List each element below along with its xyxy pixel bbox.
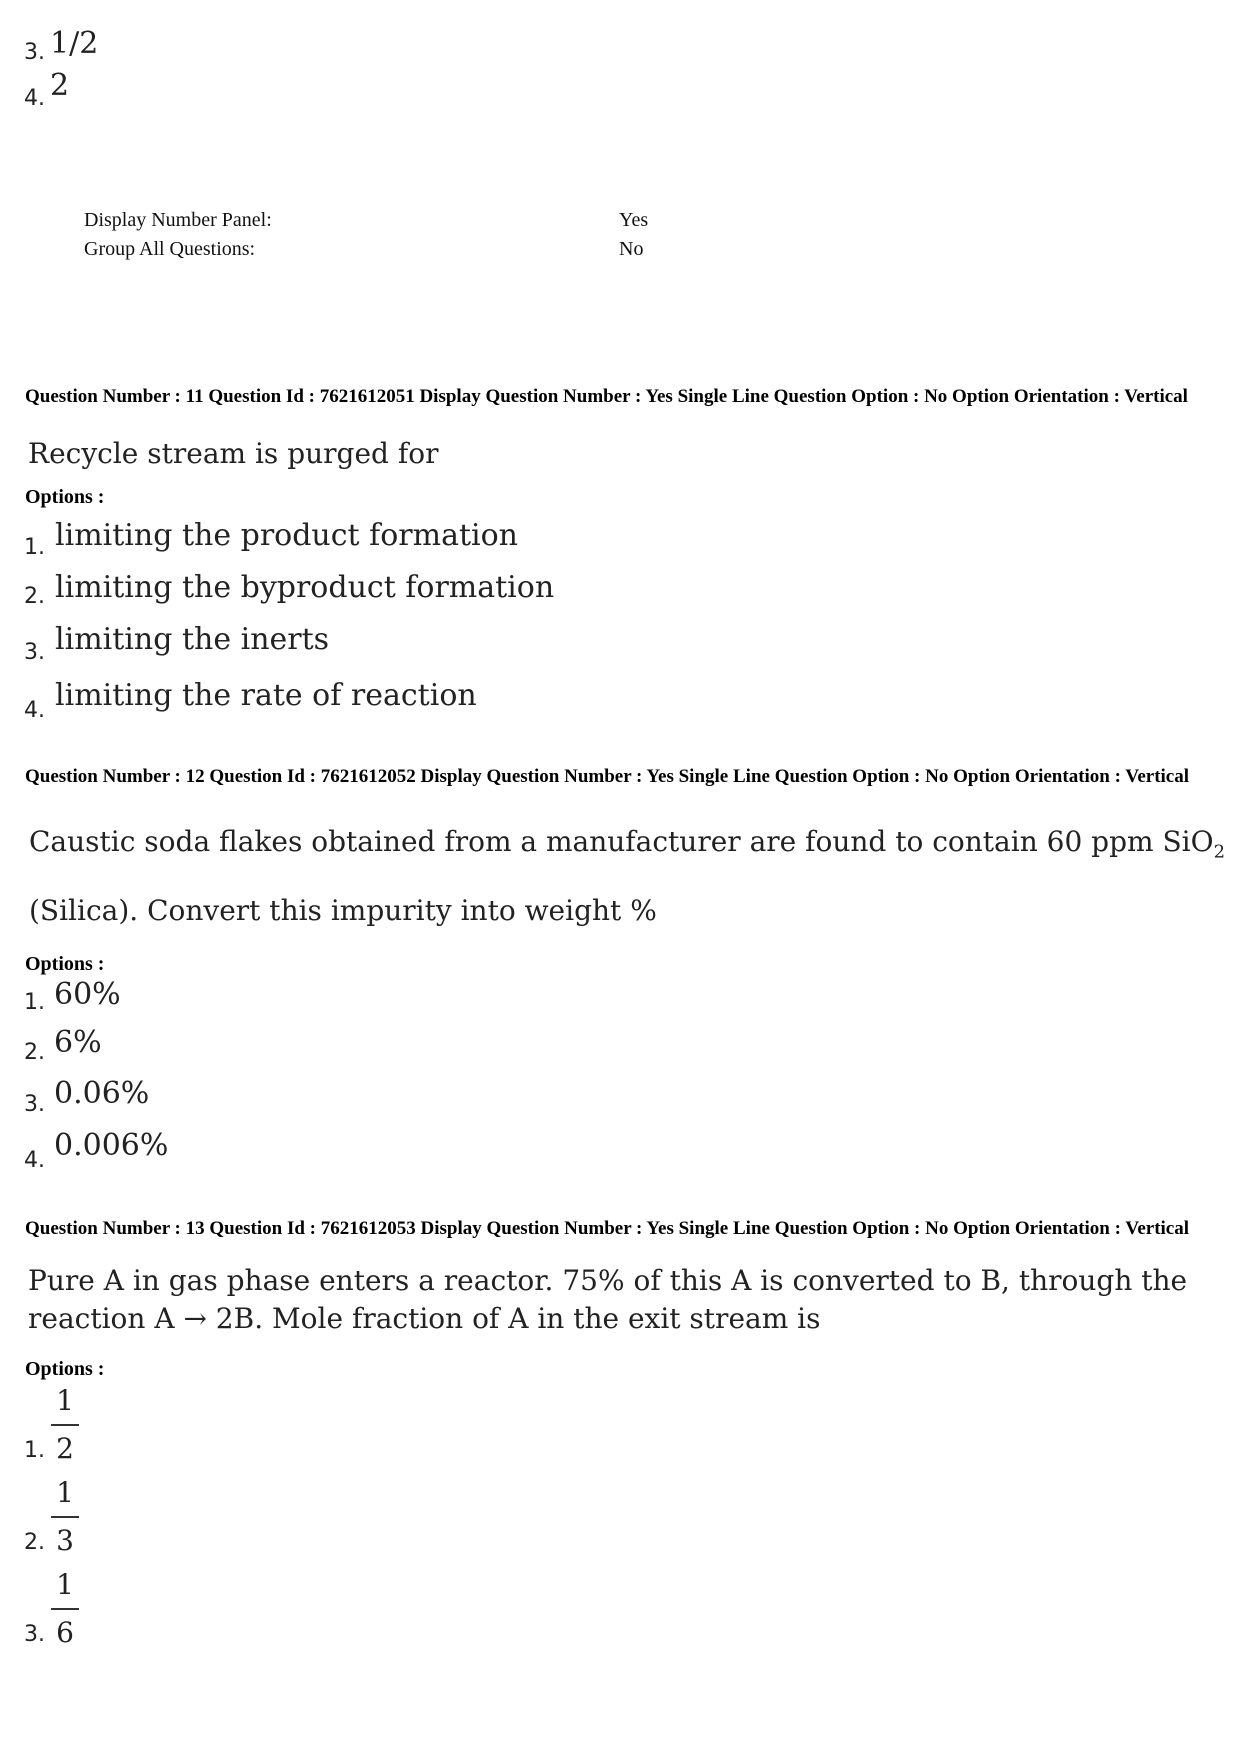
fraction-numerator: 1 [56, 1568, 74, 1601]
option-text: 1/2 [50, 26, 99, 61]
option-text: limiting the rate of reaction [55, 678, 477, 713]
display-number-panel-value: Yes [619, 209, 649, 231]
question-meta: Question Number : 12 Question Id : 7621612052 Display Question Number : Yes Single Line Question Option : No Option Orientation : Vertical [25, 766, 1190, 787]
option-text: limiting the product formation [55, 518, 519, 553]
fraction-denominator: 2 [56, 1432, 74, 1465]
option-number: 1. [24, 535, 45, 560]
option-text: 0.06% [54, 1076, 150, 1111]
subscript: 2 [1213, 841, 1226, 863]
question-meta: Question Number : 11 Question Id : 7621612051 Display Question Number : Yes Single Line Question Option : No Option Orientation : Vertical [25, 386, 1188, 407]
fraction [51, 1568, 79, 1650]
option-number: 2. [24, 1530, 45, 1555]
display-number-panel-label: Display Number Panel: [84, 209, 272, 231]
question-meta: Question Number : 13 Question Id : 7621612053 Display Question Number : Yes Single Line Question Option : No Option Orientation : Vertical [25, 1218, 1190, 1239]
option-text: limiting the byproduct formation [55, 570, 555, 605]
option-text: 60% [54, 977, 121, 1012]
option-text: 2 [50, 68, 70, 103]
option-number: 4. [24, 1148, 45, 1173]
options-label: Options : [25, 953, 105, 975]
option-number: 2. [24, 1040, 45, 1065]
fraction [51, 1476, 79, 1558]
option-number: 3. [24, 1092, 45, 1117]
options-label: Options : [25, 1358, 105, 1380]
group-all-questions-label: Group All Questions: [84, 238, 256, 260]
fraction-bar [51, 1516, 79, 1518]
option-number: 3. [24, 40, 45, 65]
fraction-numerator: 1 [56, 1384, 74, 1417]
question-text: Recycle stream is purged for [28, 437, 439, 470]
option-number: 4. [24, 86, 45, 111]
option-text: 6% [54, 1025, 102, 1060]
fraction [51, 1384, 79, 1466]
option-number: 4. [24, 698, 45, 723]
question-text-line: Pure A in gas phase enters a reactor. 75% of this A is converted to B, through the [28, 1264, 1188, 1297]
fraction-bar [51, 1424, 79, 1426]
options-label: Options : [25, 486, 105, 508]
option-number: 1. [24, 1438, 45, 1463]
question-text-line: (Silica). Convert this impurity into weight % [29, 894, 657, 927]
question-text-line: reaction A → 2B. Mole fraction of A in the exit stream is [28, 1302, 821, 1335]
option-number: 3. [24, 1622, 45, 1647]
fraction-numerator: 1 [56, 1476, 74, 1509]
group-all-questions-value: No [619, 238, 644, 260]
option-text: 0.006% [54, 1128, 169, 1163]
option-number: 2. [24, 584, 45, 609]
option-text: limiting the inerts [55, 622, 330, 657]
fraction-denominator: 3 [56, 1524, 74, 1557]
option-number: 1. [24, 990, 45, 1015]
fraction-bar [51, 1608, 79, 1610]
question-text [29, 825, 1225, 863]
question-text-line: Caustic soda flakes obtained from a manufacturer are found to contain 60 ppm SiO [29, 825, 1214, 858]
fraction-denominator: 6 [56, 1616, 74, 1649]
option-number: 3. [24, 640, 45, 665]
